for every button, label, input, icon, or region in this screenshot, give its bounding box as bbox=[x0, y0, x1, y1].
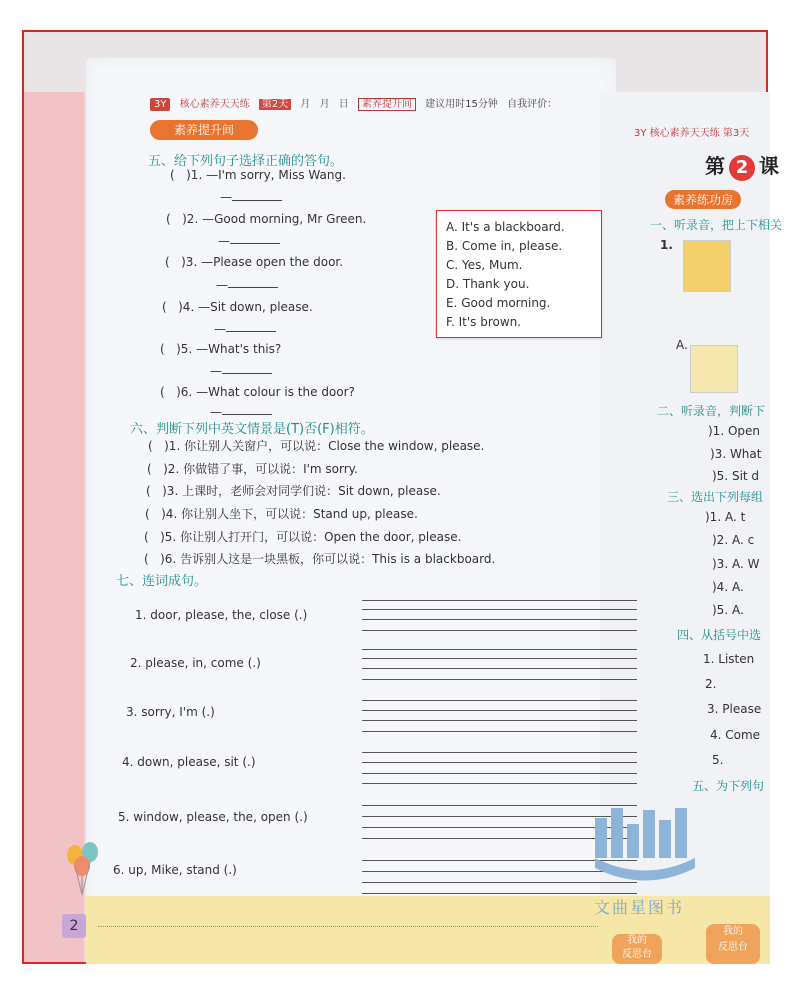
option-e: E. Good morning. bbox=[446, 296, 551, 310]
write-line[interactable] bbox=[362, 731, 637, 732]
book-logo-icon bbox=[585, 808, 705, 898]
watermark-text: 文曲星图书 bbox=[594, 898, 685, 917]
s5-item4: ( )4. —Sit down, please. bbox=[162, 300, 313, 314]
s5-item4-line bbox=[226, 331, 276, 332]
option-a: A. It's a blackboard. bbox=[446, 220, 565, 234]
s5-item2-text: —Good morning, Mr Green. bbox=[202, 212, 367, 226]
s5-item3-num: )3. bbox=[181, 255, 198, 269]
s5-item5-num: )5. bbox=[176, 342, 193, 356]
right-header: 3Y 核心素养天天练 第3天 bbox=[634, 128, 750, 139]
right-s2-3: )3. What bbox=[710, 447, 762, 461]
write-line[interactable] bbox=[362, 762, 637, 763]
right-s1-item: 1. bbox=[660, 238, 673, 252]
s5-item6-num: )6. bbox=[176, 385, 193, 399]
s5-item6: ( )6. —What colour is the door? bbox=[160, 385, 355, 399]
s5-item1-num: )1. bbox=[186, 168, 203, 182]
right-s4-3: 3. Please bbox=[707, 702, 762, 716]
right-s3-4: )4. A. bbox=[712, 580, 744, 594]
s5-item5-text: —What's this? bbox=[196, 342, 282, 356]
right-s3-3: )3. A. W bbox=[712, 557, 760, 571]
time-hint: 建议用时15分钟 bbox=[425, 99, 498, 110]
s5-item4-num: )4. bbox=[178, 300, 195, 314]
self-eval: 自我评价： bbox=[507, 99, 558, 110]
s5-item6-line bbox=[222, 414, 272, 415]
write-line[interactable] bbox=[362, 720, 637, 721]
lesson-prefix: 第 bbox=[705, 154, 725, 178]
s5-item5: ( )5. —What's this? bbox=[160, 342, 282, 356]
right-s4-4: 4. Come bbox=[710, 728, 761, 742]
write-line[interactable] bbox=[362, 619, 637, 620]
s5-item6-dash: — bbox=[210, 405, 222, 419]
s6-item2: ( )2. 你做错了事，可以说：I'm sorry. bbox=[147, 462, 358, 476]
write-line[interactable] bbox=[362, 658, 637, 659]
reflection-card-1: 我的 反思台 bbox=[612, 934, 662, 964]
s7-item6: 6. up, Mike, stand (.) bbox=[113, 863, 237, 877]
s5-item3-line bbox=[228, 287, 278, 288]
s7-item2: 2. please, in, come (.) bbox=[130, 656, 261, 670]
s6-item1: ( )1. 你让别人关窗户，可以说：Close the window, please. bbox=[148, 439, 485, 453]
right-s3-2: )2. A. c bbox=[712, 533, 755, 547]
s5-item2-dash: — bbox=[218, 234, 230, 248]
s5-item1-dash: — bbox=[220, 190, 232, 204]
right-s1: 一、听录音，把上下相关 bbox=[650, 218, 783, 232]
s6-item6-text: )6. 告诉别人这是一块黑板，你可以说：This is a blackboard. bbox=[160, 552, 496, 566]
s7-item5: 5. window, please, the, open (.) bbox=[118, 810, 308, 824]
s6-item3-text: )3. 上课时，老师会对同学们说：Sit down, please. bbox=[162, 484, 441, 498]
write-line[interactable] bbox=[362, 630, 637, 631]
right-banner: 素养练功房 bbox=[665, 190, 741, 209]
s5-item3-text: —Please open the door. bbox=[201, 255, 344, 269]
page-number: 2 bbox=[62, 914, 86, 938]
s5-item1-line bbox=[232, 200, 282, 201]
s5-item1: ( )1. —I'm sorry, Miss Wang. bbox=[170, 168, 346, 182]
s5-item4-text: —Sit down, please. bbox=[198, 300, 313, 314]
s5-item5-dash: — bbox=[210, 364, 222, 378]
write-line[interactable] bbox=[362, 783, 637, 784]
right-s2-5: )5. Sit d bbox=[712, 469, 760, 483]
lesson-number: 2 bbox=[729, 155, 755, 181]
s7-item3: 3. sorry, I'm (.) bbox=[126, 705, 215, 719]
right-s4-5: 5. bbox=[712, 753, 724, 767]
right-s3: 三、选出下列每组 bbox=[667, 490, 764, 504]
section6-title: 六、判断下列中英文情景是(T)否(F)相符。 bbox=[130, 422, 374, 437]
month-unit: 月 bbox=[319, 99, 330, 110]
option-c: C. Yes, Mum. bbox=[446, 258, 523, 272]
left-header bbox=[150, 95, 600, 113]
section7-title: 七、连词成句。 bbox=[116, 574, 208, 589]
right-s2: 二、听录音，判断下 bbox=[657, 404, 766, 418]
write-line[interactable] bbox=[362, 600, 637, 601]
day-label: 第2天 bbox=[259, 99, 291, 110]
s5-item2: ( )2. —Good morning, Mr Green. bbox=[166, 212, 367, 226]
footer-dotted-line bbox=[98, 926, 598, 927]
s7-item4: 4. down, please, sit (.) bbox=[122, 755, 256, 769]
balloons-icon bbox=[60, 840, 110, 900]
write-line[interactable] bbox=[362, 649, 637, 650]
right-s3-1: )1. A. t bbox=[705, 510, 746, 524]
lesson-suffix: 课 bbox=[759, 154, 779, 178]
write-line[interactable] bbox=[362, 805, 637, 806]
s7-item1: 1. door, please, the, close (.) bbox=[135, 608, 308, 622]
right-s5: 五、为下列句 bbox=[692, 779, 765, 793]
eraser-picture bbox=[690, 345, 738, 393]
s6-item1-text: )1. 你让别人关窗户，可以说：Close the window, please. bbox=[164, 439, 485, 453]
series-title: 核心素养天天练 bbox=[179, 99, 250, 110]
option-f: F. It's brown. bbox=[446, 315, 522, 329]
option-d: D. Thank you. bbox=[446, 277, 530, 291]
s6-item6: ( )6. 告诉别人这是一块黑板，你可以说：This is a blackboard. bbox=[144, 552, 496, 566]
write-line[interactable] bbox=[362, 752, 637, 753]
right-s4: 四、从括号中选 bbox=[677, 628, 762, 642]
left-banner bbox=[150, 120, 258, 140]
s6-item5: ( )5. 你让别人打开门，可以说：Open the door, please. bbox=[144, 530, 462, 544]
s5-item6-text: —What colour is the door? bbox=[196, 385, 355, 399]
brand-badge: 3Y bbox=[150, 98, 170, 111]
reflection-card-2: 我的 反思台 bbox=[706, 924, 760, 964]
right-s3-5: )5. A. bbox=[712, 603, 744, 617]
boy-picture bbox=[683, 240, 731, 292]
right-a-label: A. bbox=[676, 338, 688, 352]
s5-item2-num: )2. bbox=[182, 212, 199, 226]
s6-item5-text: )5. 你让别人打开门，可以说：Open the door, please. bbox=[160, 530, 462, 544]
options-box bbox=[436, 210, 602, 338]
write-line[interactable] bbox=[362, 679, 637, 680]
section-tag: 素养提升间 bbox=[358, 98, 416, 111]
lesson-title bbox=[705, 150, 779, 181]
right-s4-2: 2. bbox=[705, 677, 717, 691]
s5-item4-dash: — bbox=[214, 322, 226, 336]
section5-title: 五、给下列句子选择正确的答句。 bbox=[148, 154, 344, 169]
write-line[interactable] bbox=[362, 700, 637, 701]
s5-item1-text: —I'm sorry, Miss Wang. bbox=[206, 168, 346, 182]
day-unit: 日 bbox=[338, 99, 349, 110]
s6-item2-text: )2. 你做错了事，可以说：I'm sorry. bbox=[163, 462, 358, 476]
s5-item3-dash: — bbox=[216, 278, 228, 292]
left-banner-text: 素养提升间 bbox=[173, 123, 234, 137]
write-line[interactable] bbox=[362, 773, 637, 774]
write-line[interactable] bbox=[362, 609, 637, 610]
month-label: 月 bbox=[300, 99, 311, 110]
write-line[interactable] bbox=[362, 710, 637, 711]
s5-item5-line bbox=[222, 373, 272, 374]
right-s4-1: 1. Listen bbox=[703, 652, 755, 666]
s5-item3: ( )3. —Please open the door. bbox=[165, 255, 344, 269]
option-b: B. Come in, please. bbox=[446, 239, 563, 253]
s6-item3: ( )3. 上课时，老师会对同学们说：Sit down, please. bbox=[146, 484, 441, 498]
s6-item4-text: )4. 你让别人坐下，可以说：Stand up, please. bbox=[161, 507, 418, 521]
write-line[interactable] bbox=[362, 668, 637, 669]
right-s2-1: )1. Open bbox=[708, 424, 760, 438]
s5-item2-line bbox=[230, 243, 280, 244]
s6-item4: ( )4. 你让别人坐下，可以说：Stand up, please. bbox=[145, 507, 418, 521]
